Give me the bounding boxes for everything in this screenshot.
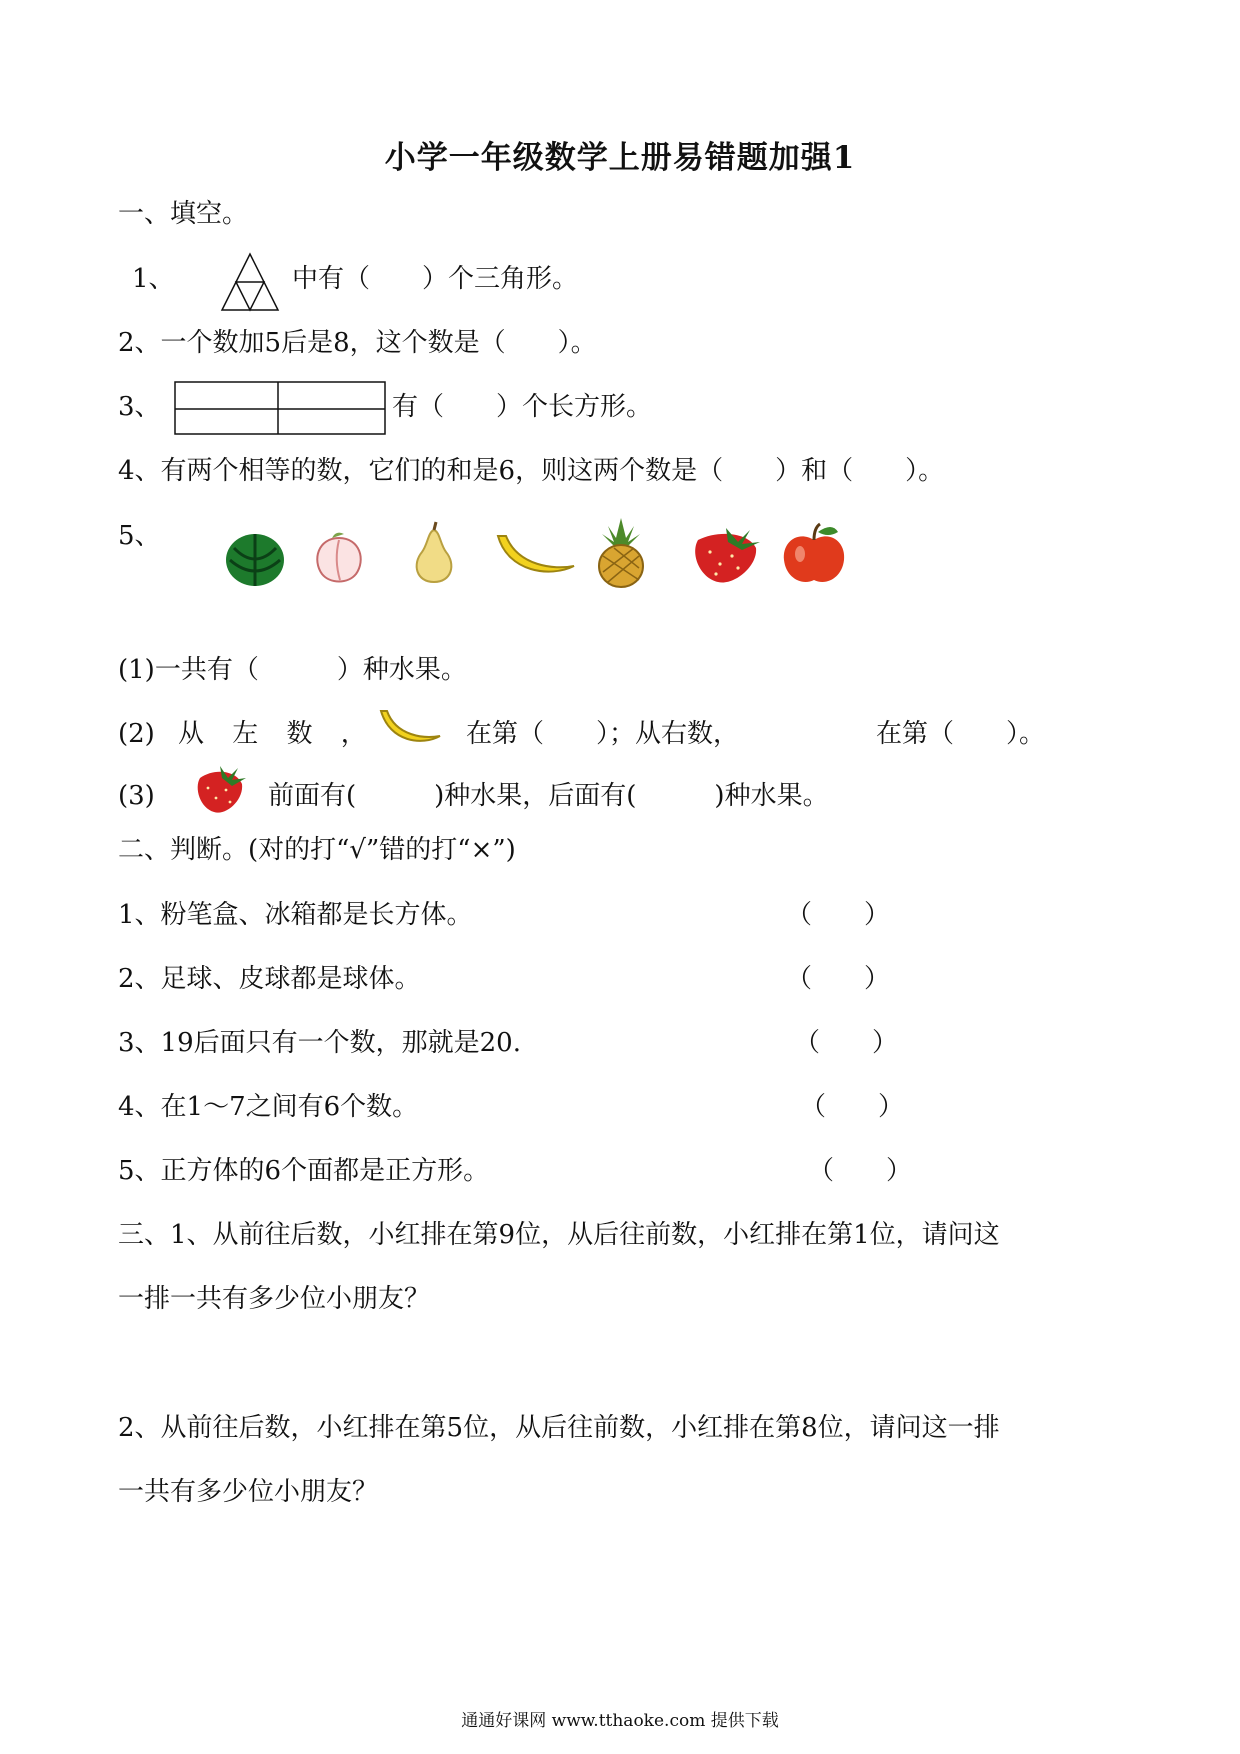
q5-sub2-end: 在第（ ）。 bbox=[876, 719, 1046, 749]
footer-source: 通通好课网 www.tthaoke.com 提供下载 bbox=[461, 1711, 779, 1731]
strawberry-icon bbox=[688, 520, 762, 586]
section3-q2-line1: 2、从前往后数，小红排在第5位，从后往前数，小红排在第8位，请问这一排 bbox=[118, 1413, 1000, 1443]
q5-number: 5、 bbox=[118, 521, 161, 551]
banana-icon bbox=[494, 532, 576, 580]
q5-sub1: (1)一共有（ ）种水果。 bbox=[118, 655, 467, 685]
judge-item-blank: （ ） bbox=[786, 964, 891, 994]
judge-item-blank: （ ） bbox=[786, 900, 891, 930]
judge-item-blank: （ ） bbox=[800, 1092, 905, 1122]
q5-sub2-from-left: 从 左 数 ， bbox=[178, 719, 377, 749]
judge-item-text: 4、在1～7之间有6个数。 bbox=[118, 1092, 419, 1122]
q1-number: 1、 bbox=[132, 264, 175, 294]
section1-heading: 一、填空。 bbox=[118, 199, 249, 229]
judge-item-text: 2、足球、皮球都是球体。 bbox=[118, 964, 421, 994]
q2-text: 2、一个数加5后是8，这个数是（ ）。 bbox=[118, 328, 597, 358]
rectangle-figure-icon bbox=[174, 381, 386, 435]
section3-q2-line2: 一共有多少位小朋友？ bbox=[118, 1477, 379, 1507]
section3-q1-line1: 三、1、从前往后数，小红排在第9位，从后往前数，小红排在第1位，请问这 bbox=[118, 1220, 1000, 1250]
q5-sub2-prefix: (2) bbox=[118, 719, 155, 749]
q1-text: 中有（ ）个三角形。 bbox=[292, 264, 579, 294]
q5-sub2-mid: 在第（ ）；从右数， bbox=[466, 719, 740, 749]
apple-icon bbox=[780, 522, 848, 586]
q4-text: 4、有两个相等的数，它们的和是6，则这两个数是（ ）和（ ）。 bbox=[118, 456, 945, 486]
judge-item-blank: （ ） bbox=[794, 1028, 899, 1058]
watermelon-icon bbox=[224, 530, 286, 588]
page-title: 小学一年级数学上册易错题加强1 bbox=[384, 140, 856, 176]
pineapple-icon bbox=[594, 516, 648, 588]
judge-item-text: 1、粉笔盒、冰箱都是长方体。 bbox=[118, 900, 473, 930]
q5-sub3-text: 前面有( )种水果，后面有( )种水果。 bbox=[268, 781, 829, 811]
judge-item-text: 3、19后面只有一个数，那就是20. bbox=[118, 1028, 521, 1058]
peach-icon bbox=[310, 530, 368, 586]
banana-icon bbox=[378, 708, 442, 748]
triangle-figure-icon bbox=[220, 252, 280, 312]
q5-sub3-prefix: (3) bbox=[118, 781, 155, 811]
judge-item-blank: （ ） bbox=[808, 1156, 913, 1186]
q3-number: 3、 bbox=[118, 392, 161, 422]
section2-heading: 二、判断。(对的打“√”错的打“×”) bbox=[118, 835, 516, 865]
strawberry-icon bbox=[192, 760, 246, 816]
section3-q1-line2: 一排一共有多少位小朋友？ bbox=[118, 1284, 431, 1314]
pear-icon bbox=[406, 522, 462, 586]
judge-item-text: 5、正方体的6个面都是正方形。 bbox=[118, 1156, 490, 1186]
q3-text: 有（ ）个长方形。 bbox=[392, 392, 653, 422]
